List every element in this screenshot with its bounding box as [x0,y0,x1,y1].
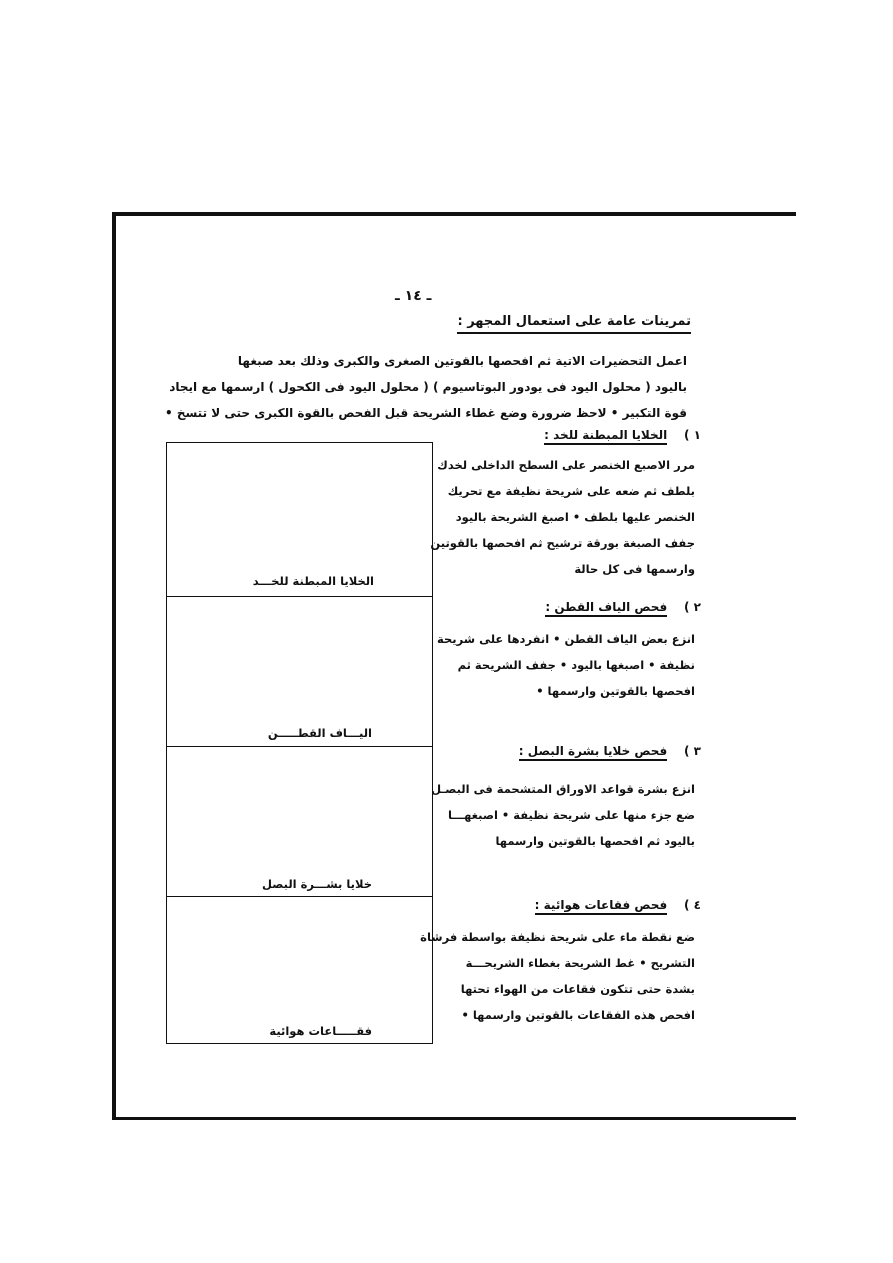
section-1-line-4: جفف الصبغة بورقة ترشيح ثم افحصها بالقوتين [430,536,695,550]
section-3-line-3: باليود ثم افحصها بالقوتين وارسمها [495,834,695,848]
box-4-label: فقـــــاعات هوائية [269,1024,372,1038]
section-2-heading [545,600,701,614]
page-heading: تمرينات عامة على استعمال المجهر : [457,314,691,334]
section-4-line-3: بشدة حتى تتكون فقاعات من الهواء تحتها [460,982,695,996]
section-1-line-2: بلطف ثم ضعه على شريحة نظيفة مع تحريك [447,484,695,498]
section-1-title: الخلايا المبطنة للخد : [544,428,667,445]
section-1-heading [544,428,701,442]
box-divider-1 [167,596,432,597]
section-1-line-1: مرر الاصبع الخنصر على السطح الداخلى لخدك [437,458,695,472]
section-2-line-2: نظيفة • اصبغها باليود • جفف الشريحة ثم [457,658,695,672]
section-4-line-1: ضع نقطة ماء على شريحة نظيفة بواسطة فرشاة [420,930,695,944]
section-3-line-1: انزع بشرة قواعد الاوراق المتشحمة فى البصـل [431,782,695,796]
box-3-label: خلايا بشـــرة البصل [262,877,372,891]
section-2-line-3: افحصها بالقوتين وارسمها • [536,684,695,698]
section-2-line-1: انزع بعض الياف القطن • انفردها على شريحة [437,632,695,646]
section-3-number: ٣ ) [684,744,701,758]
section-4-title: فحص فقاعات هوائية : [535,898,668,915]
box-2-label: اليـــاف القطـــــن [267,726,372,740]
section-1-line-5: وارسمها فى كل حالة [574,562,695,576]
section-1-line-3: الخنصر عليها بلطف • اصبغ الشريحة باليود [455,510,695,524]
section-3-line-2: ضع جزء منها على شريحة نظيفة • اصبغهـــا [447,808,695,822]
intro-line-2: باليود ( محلول اليود فى يودور البوتاسيوم ) ( محلول اليود فى الكحول ) ارسمها مع ايجاد [169,380,687,394]
section-3-heading [519,744,701,758]
section-4-line-2: التشريح • غط الشريحة بغطاء الشريحـــة [465,956,695,970]
drawing-boxes [166,442,433,1044]
box-1-label: الخلايا المبطنة للخـــد [252,574,374,588]
section-2-title: فحص الياف القطن : [545,600,667,617]
section-4-heading [535,898,701,912]
page-number: ـ ١٤ ـ [395,288,432,304]
intro-line-3: قوة التكبير • لاحظ ضرورة وضع غطاء الشريحة قبل الفحص بالقوة الكبرى حتى لا تتسخ • [164,406,687,420]
section-4-number: ٤ ) [684,898,701,912]
intro-line-1: اعمل التحضيرات الاتية ثم افحصها بالقوتين الصغرى والكبرى وذلك بعد صبغها [237,354,687,368]
box-divider-2 [167,746,432,747]
section-2-number: ٢ ) [684,600,701,614]
section-3-title: فحص خلايا بشرة البصل : [519,744,667,761]
section-1-number: ١ ) [684,428,701,442]
box-divider-3 [167,896,432,897]
section-4-line-4: افحص هذه الفقاعات بالقوتين وارسمها • [461,1008,695,1022]
